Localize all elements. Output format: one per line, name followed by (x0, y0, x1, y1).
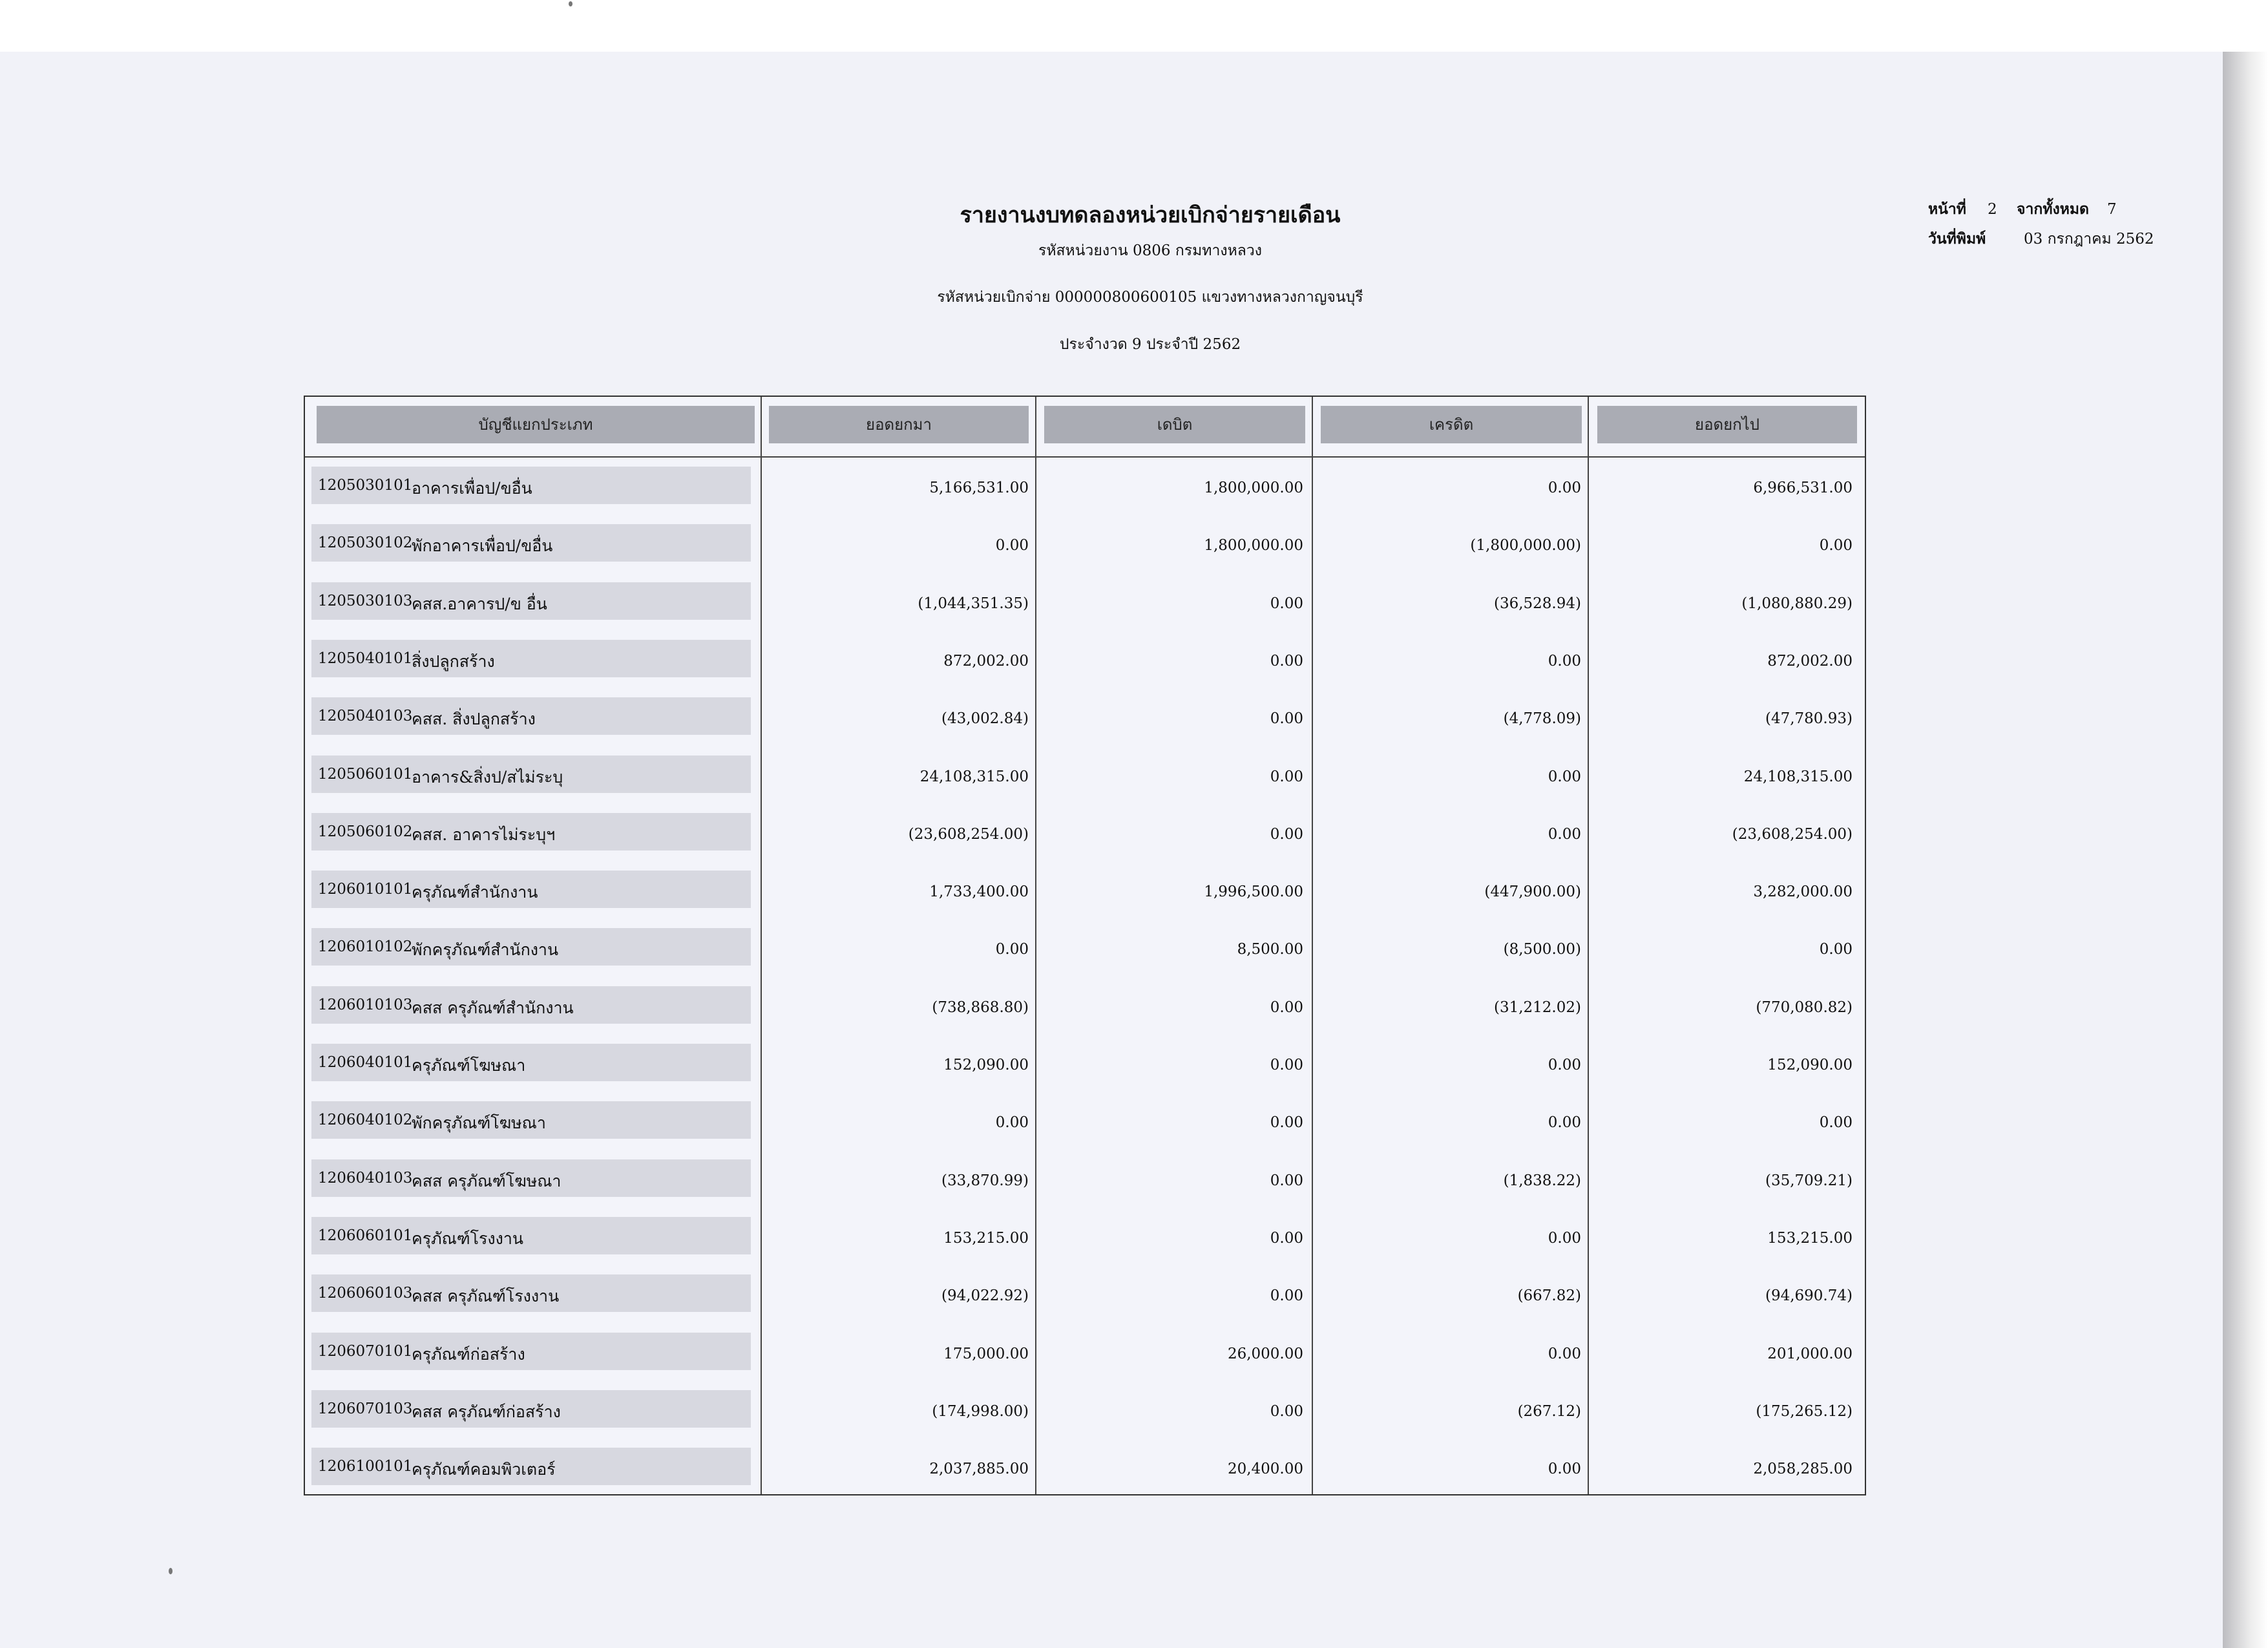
table-row (305, 1035, 1865, 1092)
brought-forward-value: 0.00 (995, 537, 1029, 555)
carried-forward-value: 872,002.00 (1767, 652, 1853, 670)
header-account: บัญชีแยกประเภท (317, 406, 755, 443)
credit-value: (4,778.09) (1503, 710, 1581, 728)
scan-speck (169, 1568, 173, 1574)
account-code: 1206100101 (318, 1458, 413, 1475)
debit-value: 0.00 (1270, 710, 1303, 728)
credit-value: 0.00 (1548, 825, 1581, 843)
account-name: คสส ครุภัณฑ์สำนักงาน (412, 998, 574, 1017)
debit-value: 1,800,000.00 (1204, 480, 1303, 496)
account-name: ครุภัณฑ์สำนักงาน (412, 883, 538, 902)
credit-value: 0.00 (1548, 1057, 1581, 1073)
debit-value: 8,500.00 (1237, 941, 1303, 958)
brought-forward-value: 24,108,315.00 (919, 768, 1029, 785)
page-edge-shadow (2223, 52, 2268, 1648)
account-name: คสส ครุภัณฑ์โรงงาน (412, 1287, 560, 1306)
credit-value: 0.00 (1548, 1345, 1581, 1362)
total-pages: 7 (2107, 201, 2117, 218)
account-code: 1205030102 (318, 534, 413, 552)
table-row (305, 515, 1865, 573)
carried-forward-value: (770,080.82) (1756, 998, 1853, 1016)
account-code: 1206010102 (318, 938, 413, 956)
account-name: คสส.อาคารป/ข อื่น (412, 594, 547, 613)
table-row (305, 804, 1865, 861)
debit-value: 0.00 (1270, 1114, 1303, 1132)
account-code: 1206060103 (318, 1285, 413, 1302)
print-date-info (1928, 227, 2154, 251)
carried-forward-value: (47,780.93) (1765, 710, 1853, 728)
debit-value: 1,996,500.00 (1204, 883, 1303, 901)
table-row (305, 977, 1865, 1035)
account-name: ครุภัณฑ์คอมพิวเตอร์ (412, 1460, 556, 1479)
table-row (305, 573, 1865, 631)
brought-forward-value: (94,022.92) (941, 1287, 1029, 1305)
header-carried-forward: ยอดยกไป (1597, 406, 1857, 443)
table-row (305, 688, 1865, 746)
account-name: ครุภัณฑ์ก่อสร้าง (412, 1344, 525, 1364)
account-code: 1205030101 (318, 477, 413, 494)
credit-value: 0.00 (1548, 768, 1581, 785)
brought-forward-value: 0.00 (995, 1114, 1029, 1132)
brought-forward-value: 2,037,885.00 (929, 1461, 1029, 1478)
table-row (305, 1439, 1865, 1496)
print-date: 03 กรกฎาคม 2562 (2024, 231, 2154, 248)
disbursement-unit-line: รหัสหน่วยเบิกจ่าย 000000800600105 แขวงทางหลวงกาญจนบุรี (937, 289, 1363, 306)
debit-value: 20,400.00 (1227, 1461, 1303, 1478)
brought-forward-value: 153,215.00 (943, 1229, 1029, 1247)
brought-forward-value: 5,166,531.00 (929, 480, 1029, 496)
debit-value: 0.00 (1270, 1172, 1303, 1189)
scan-speck (569, 1, 572, 6)
account-name: สิ่งปลูกสร้าง (412, 651, 495, 671)
account-code: 1205040103 (318, 708, 413, 725)
carried-forward-value: 6,966,531.00 (1753, 480, 1853, 496)
credit-value: 0.00 (1548, 1461, 1581, 1478)
brought-forward-value: 0.00 (995, 941, 1029, 958)
header-brought-forward: ยอดยกมา (769, 406, 1029, 443)
table-row (305, 458, 1865, 515)
account-code: 1205060101 (318, 765, 413, 783)
debit-value: 0.00 (1270, 1402, 1303, 1420)
total-pages-label: จากทั้งหมด (2017, 200, 2089, 218)
page-number-info (1928, 198, 2117, 221)
debit-value: 1,800,000.00 (1204, 537, 1303, 555)
credit-value: (1,800,000.00) (1470, 537, 1581, 555)
carried-forward-value: 24,108,315.00 (1743, 768, 1853, 785)
table-row (305, 1324, 1865, 1381)
credit-value: (36,528.94) (1493, 595, 1581, 612)
credit-value: 0.00 (1548, 1114, 1581, 1132)
agency-line: รหัสหน่วยงาน 0806 กรมทางหลวง (1038, 242, 1262, 259)
carried-forward-value: (23,608,254.00) (1732, 825, 1853, 843)
brought-forward-value: (33,870.99) (941, 1172, 1029, 1189)
table-row (305, 631, 1865, 688)
brought-forward-value: 872,002.00 (943, 652, 1029, 670)
account-name: คสส ครุภัณฑ์ก่อสร้าง (412, 1402, 561, 1421)
debit-value: 0.00 (1270, 825, 1303, 843)
carried-forward-value: 201,000.00 (1767, 1345, 1853, 1362)
account-name: คสส. อาคารไม่ระบุฯ (412, 825, 556, 844)
page-label: หน้าที่ (1928, 200, 1966, 218)
carried-forward-value: 0.00 (1819, 537, 1853, 555)
credit-value: (1,838.22) (1503, 1172, 1581, 1189)
carried-forward-value: 153,215.00 (1767, 1229, 1853, 1247)
account-name: พักอาคารเพื่อป/ขอื่น (412, 536, 553, 556)
carried-forward-value: (35,709.21) (1765, 1172, 1853, 1189)
credit-value: (267.12) (1517, 1402, 1581, 1420)
debit-value: 0.00 (1270, 1287, 1303, 1305)
carried-forward-value: 152,090.00 (1767, 1057, 1853, 1073)
table-row (305, 1265, 1865, 1323)
credit-value: (8,500.00) (1503, 941, 1581, 958)
credit-value: 0.00 (1548, 480, 1581, 496)
table-row (305, 1150, 1865, 1208)
credit-value: (667.82) (1517, 1287, 1581, 1305)
trial-balance-table (304, 396, 1866, 1495)
debit-value: 0.00 (1270, 1229, 1303, 1247)
carried-forward-value: 0.00 (1819, 1114, 1853, 1132)
debit-value: 0.00 (1270, 595, 1303, 612)
header-debit: เดบิต (1044, 406, 1305, 443)
carried-forward-value: (175,265.12) (1756, 1402, 1853, 1420)
debit-value: 26,000.00 (1227, 1345, 1303, 1362)
credit-value: (447,900.00) (1484, 883, 1581, 901)
header-credit: เครดิต (1321, 406, 1582, 443)
carried-forward-value: 0.00 (1819, 941, 1853, 958)
table-row (305, 1092, 1865, 1150)
credit-value: (31,212.02) (1493, 998, 1581, 1016)
table-row (305, 746, 1865, 804)
debit-value: 0.00 (1270, 998, 1303, 1016)
table-row (305, 919, 1865, 977)
period-line: ประจำงวด 9 ประจำปี 2562 (1059, 336, 1241, 353)
carried-forward-value: 2,058,285.00 (1753, 1461, 1853, 1478)
page-number: 2 (1988, 201, 1997, 218)
account-name: ครุภัณฑ์โฆษณา (412, 1056, 526, 1075)
account-code: 1206010101 (318, 881, 413, 898)
account-code: 1206070101 (318, 1342, 413, 1360)
account-code: 1206040101 (318, 1054, 413, 1071)
account-code: 1206060101 (318, 1227, 413, 1244)
account-name: พักครุภัณฑ์โฆษณา (412, 1114, 546, 1133)
carried-forward-value: (1,080,880.29) (1741, 595, 1853, 612)
account-name: คสส. สิ่งปลูกสร้าง (412, 710, 536, 729)
account-code: 1206040103 (318, 1169, 413, 1187)
account-name: คสส ครุภัณฑ์โฆษณา (412, 1171, 562, 1190)
debit-value: 0.00 (1270, 652, 1303, 670)
account-code: 1206010103 (318, 996, 413, 1013)
account-code: 1205060102 (318, 823, 413, 840)
print-date-label: วันที่พิมพ์ (1928, 230, 1986, 248)
account-name: พักครุภัณฑ์สำนักงาน (412, 940, 559, 960)
account-code: 1205030103 (318, 592, 413, 609)
table-row (305, 1381, 1865, 1439)
brought-forward-value: 1,733,400.00 (929, 883, 1029, 901)
brought-forward-value: (174,998.00) (932, 1402, 1029, 1420)
brought-forward-value: 175,000.00 (943, 1345, 1029, 1362)
account-code: 1206070103 (318, 1400, 413, 1417)
debit-value: 0.00 (1270, 768, 1303, 785)
carried-forward-value: (94,690.74) (1765, 1287, 1853, 1305)
debit-value: 0.00 (1270, 1057, 1303, 1073)
carried-forward-value: 3,282,000.00 (1753, 883, 1853, 901)
account-code: 1205040101 (318, 650, 413, 667)
brought-forward-value: 152,090.00 (943, 1057, 1029, 1073)
brought-forward-value: (738,868.80) (932, 998, 1029, 1016)
account-name: อาคาร&สิ่งป/สไม่ระบุ (412, 767, 563, 787)
credit-value: 0.00 (1548, 1229, 1581, 1247)
table-row (305, 861, 1865, 919)
table-row (305, 1208, 1865, 1265)
brought-forward-value: (1,044,351.35) (918, 595, 1029, 612)
report-title: รายงานงบทดลองหน่วยเบิกจ่ายรายเดือน (960, 202, 1341, 228)
account-name: อาคารเพื่อป/ขอื่น (412, 479, 532, 498)
account-code: 1206040102 (318, 1112, 413, 1129)
credit-value: 0.00 (1548, 652, 1581, 670)
brought-forward-value: (43,002.84) (941, 710, 1029, 728)
brought-forward-value: (23,608,254.00) (908, 825, 1029, 843)
account-name: ครุภัณฑ์โรงงาน (412, 1229, 523, 1248)
